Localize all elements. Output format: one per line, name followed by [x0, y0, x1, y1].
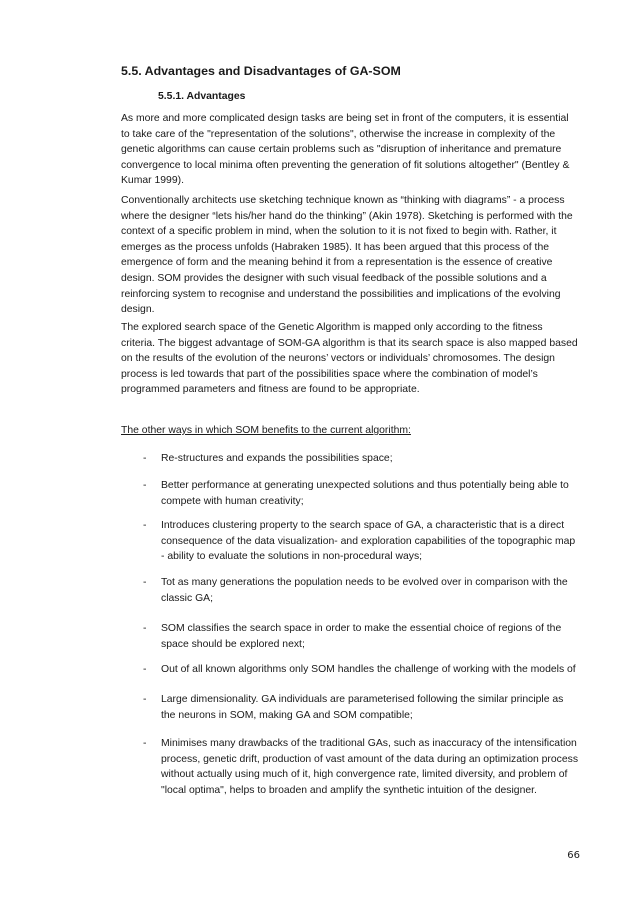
list-item-text: Tot as many generations the population needs to be evolved over in comparison with the classic GA; — [161, 577, 568, 604]
list-dash: - — [143, 577, 147, 588]
list-dash: - — [143, 623, 147, 634]
list-dash: - — [143, 664, 147, 675]
list-item-text: Re-structures and expands the possibilities space; — [161, 453, 393, 464]
list-item-text: SOM classifies the search space in order to make the essential choice of regions of the space should be explored next; — [161, 623, 562, 650]
list-item-text: Out of all known algorithms only SOM handles the challenge of working with the models of — [161, 664, 576, 675]
list-dash: - — [143, 738, 147, 749]
list-dash: - — [143, 694, 147, 705]
list-intro: The other ways in which SOM benefits to the current algorithm: — [121, 425, 411, 436]
paragraph-search-space: The explored search space of the Genetic Algorithm is mapped only according to the fitness criteria. The biggest advantage of SOM-GA algorithm is that its search space is also mapped based on the results of the evolution of the neurons’ vectors or individuals’ chromosomes. The design process is led towards that part of the possibilities space where the combination of model’s programmed parameters and fitness are found to be appropriate. — [121, 322, 578, 396]
list-item-text: Better performance at generating unexpected solutions and thus potentially being able to compete with human creativity; — [161, 480, 569, 507]
list-dash: - — [143, 480, 147, 491]
list-dash: - — [143, 453, 147, 464]
paragraph-sketching: Conventionally architects use sketching technique known as “thinking with diagrams” - a process where the designer “lets his/her hand do the thinking” (Akin 1978). Sketching is performed with the context of a specific problem in mind, when the solution to it is not fixed to begin with. Rather, it emerges as the process unfolds (Habraken 1985). It has been argued that this process of the emergence of form and the meaning behind it from a representation is the essence of creative design. SOM provides the designer with such visual feedback of the possible solutions and a reinforcing system to recognise and understand the possibilities and implications of the evolving design. — [121, 195, 573, 316]
list-dash: - — [143, 520, 147, 531]
list-item-text: Introduces clustering property to the search space of GA, a characteristic that is a direct consequence of the data visualization- and exploration capabilities of the topographic map - ability to evaluate the solutions in non-procedural ways; — [161, 520, 576, 563]
paragraph-representation: As more and more complicated design tasks are being set in front of the computers, it is essential to take care of the "representation of the solutions", otherwise the increase in complexity of the genetic algorithms can cause certain problems such as "disruption of inheritance and premature convergence to local minima often preventing the generation of fit solutions altogether" (Bentley & Kumar 1999). — [121, 113, 570, 187]
page-number: 66 — [567, 850, 580, 861]
list-item-text: Large dimensionality. GA individuals are parameterised following the similar principle as the neurons in SOM, making GA and SOM compatible; — [161, 694, 564, 721]
list-item-text: Minimises many drawbacks of the traditional GAs, such as inaccuracy of the intensification process, genetic drift, production of vast amount of the data during an optimization process without actually using much of it, high convergence rate, limited diversity, and problem of "local optima", helps to broaden and amplify the synthetic intuition of the designer. — [161, 738, 579, 796]
subsection-heading: 5.5.1. Advantages — [158, 91, 246, 102]
section-heading: 5.5. Advantages and Disadvantages of GA-SOM — [121, 64, 401, 78]
